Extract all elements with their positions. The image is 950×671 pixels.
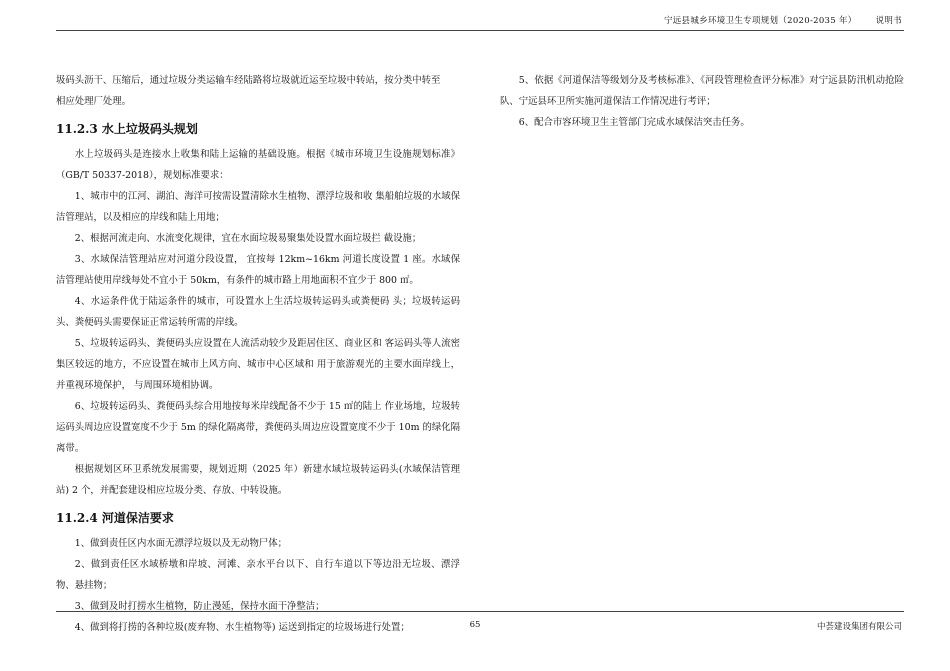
right-column	[500, 70, 904, 133]
section-heading-water-dock: 11.2.3 水上垃圾码头规划	[56, 122, 198, 136]
page-header	[664, 14, 902, 26]
footer-rule	[56, 611, 904, 612]
paragraph: 1、城市中的江河、湖泊、海洋可按需设置清除水生植物、漂浮垃圾和收 集船舶垃圾的水域保洁管理站，以及相应的岸线和陆上用地；	[56, 191, 460, 223]
paragraph: 3、做到及时打捞水生植物，防止漫延，保持水面干净整洁；	[74, 601, 325, 612]
section-heading-river-cleaning: 11.2.4 河道保洁要求	[56, 511, 174, 525]
paragraph: 3、水域保洁管理站应对河道分段设置， 宜按每 12km~16km 河道长度设置 1 座。水域保洁管理站使用岸线每处不宜小于 50km，有条件的城市路上用地面积不宜少于 800 ㎡。	[56, 254, 460, 286]
paragraph: 5、依据《河道保洁等级划分及考核标准》、《河段管理检查评分标准》对宁远县防汛机动抢险队、宁远县环卫所实施河道保洁工作情况进行考评；	[500, 75, 904, 107]
intro-line: 圾码头沥干、压缩后，通过垃圾分类运输车经陆路将垃圾就近运至垃圾中转站，按分类中转至	[56, 75, 441, 86]
paragraph: 4、水运条件优于陆运条件的城市，可设置水上生活垃圾转运码头或粪便码 头；垃圾转运码头、粪便码头需要保证正常运转所需的岸线。	[56, 296, 460, 328]
page-number: 65	[469, 620, 481, 630]
footer-company: 中荟建设集团有限公司	[816, 622, 902, 632]
header-doc-type: 说明书	[875, 16, 902, 26]
intro-line: 相应处理厂处理。	[56, 96, 132, 107]
paragraph: 2、根据河流走向、水流变化规律，宜在水面垃圾易聚集处设置水面垃圾拦 截设施；	[74, 233, 422, 244]
paragraph: 4、做到将打捞的各种垃圾(废弃物、水生植物等) 运送到指定的垃圾场进行处置；	[74, 622, 410, 633]
paragraph: 水上垃圾码头是连接水上收集和陆上运输的基础设施。根据《城市环境卫生设施规划标准》（GB/T 50337-2018），规划标准要求：	[56, 149, 460, 181]
header-title: 宁远县城乡环境卫生专项规划（2020-2035 年）	[663, 16, 857, 26]
paragraph: 2、做到责任区水域桥墩和岸坡、河滩、亲水平台以下、自行车道以下等边沿无垃圾、漂浮物、悬挂物；	[56, 559, 460, 591]
header-rule	[56, 30, 904, 31]
paragraph: 6、配合市容环境卫生主管部门完成水域保洁突击任务。	[518, 117, 750, 128]
paragraph: 6、垃圾转运码头、粪便码头综合用地按每米岸线配备不少于 15 ㎡的陆上 作业场地，垃圾转运码头周边应设置宽度不少于 5m 的绿化隔离带，粪便码头周边应设置宽度不少于 10m 的绿化隔离带。	[56, 401, 460, 454]
paragraph: 根据规划区环卫系统发展需要，规划近期（2025 年）新建水域垃圾转运码头(水域保洁管理站) 2 个，并配套建设相应垃圾分类、存放、中转设施。	[56, 464, 460, 496]
paragraph: 1、做到责任区内水面无漂浮垃圾以及无动物尸体；	[74, 538, 288, 549]
left-column	[56, 70, 460, 638]
paragraph: 5、垃圾转运码头、粪便码头应设置在人流活动较少及距居住区、商业区和 客运码头等人流密集区较远的地方，不应设置在城市上风方向、城市中心区域和 用于旅游观光的主要水面岸线上，并重视环境保护， 与周围环境相协调。	[56, 338, 460, 391]
